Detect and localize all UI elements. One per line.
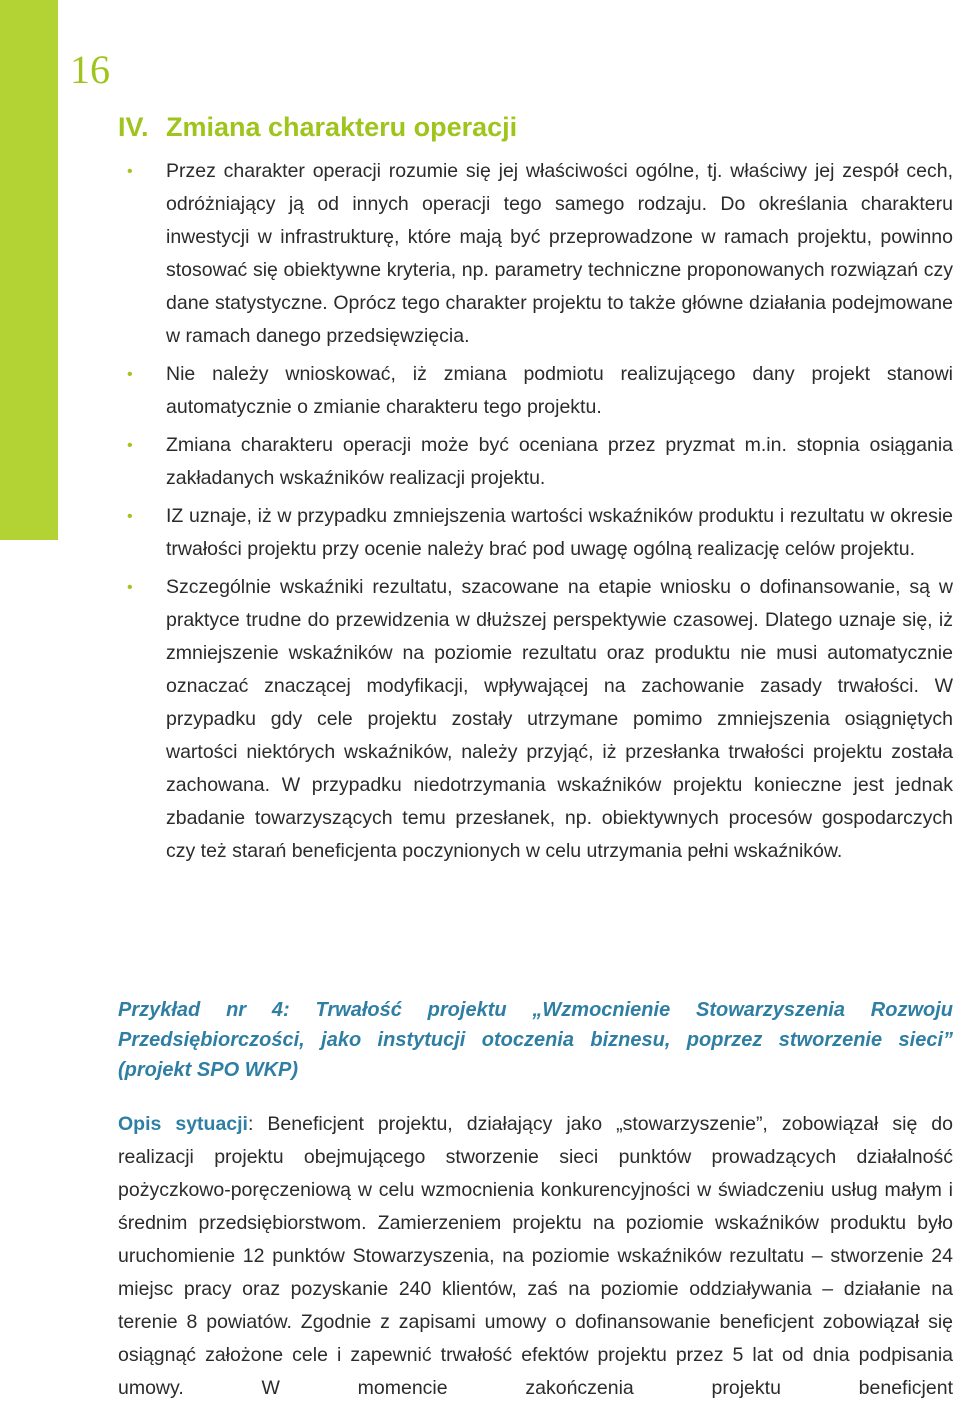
list-item-text: IZ uznaje, iż w przypadku zmniejszenia wartości wskaźników produktu i rezultatu w okresie trwałości projektu przy ocenie należy brać pod uwagę ogólną realizację celów projektu. [166, 505, 953, 560]
list-item [118, 358, 953, 424]
bullet-icon: • [127, 437, 133, 454]
example-body [118, 1108, 953, 1405]
list-item [118, 500, 953, 566]
bullet-list [118, 155, 953, 873]
bullet-icon: • [127, 579, 133, 596]
list-item [118, 155, 953, 353]
bullet-icon: • [127, 508, 133, 525]
list-item-text: Szczególnie wskaźniki rezultatu, szacowane na etapie wniosku o dofinansowanie, są w praktyce trudne do przewidzenia w dłuższej perspektywie czasowej. Dlatego uznaje się, iż zmniejszenie wskaźników na poziomie rezultatu oraz produktu nie musi automatycznie oznaczać znaczącej modyfikacji, wpływającej na zachowanie zasady trwałości. W przypadku gdy cele projektu zostały utrzymane pomimo zmniejszenia osiągniętych wartości niektórych wskaźników, należy przyjąć, iż przesłanka trwałości projektu została zachowana. W przypadku niedotrzymania wskaźników projektu konieczne jest jednak zbadanie towarzyszących temu przesłanek, np. obiektywnych procesów gospodarczych czy też starań beneficjenta poczynionych w celu utrzymania pełni wskaźników. [166, 576, 953, 862]
bullet-icon: • [127, 366, 133, 383]
list-item-text: Przez charakter operacji rozumie się jej właściwości ogólne, tj. właściwy jej zespół cech, odróżniający ją od innych operacji tego samego rodzaju. Do określania charakteru inwestycji w infrastrukturę, które mają być przeprowadzone w ramach projektu, powinno stosować się obiektywne kryteria, np. parametry techniczne proponowanych rozwiązań czy dane statystyczne. Oprócz tego charakter projektu to także główne działania podejmowane w ramach danego przedsięwzięcia. [166, 160, 953, 347]
list-item-text: Nie należy wnioskować, iż zmiana podmiotu realizującego dany projekt stanowi automatycznie o zmianie charakteru tego projektu. [166, 363, 953, 418]
side-accent-bar [0, 0, 58, 540]
list-item-text: Zmiana charakteru operacji może być oceniana przez pryzmat m.in. stopnia osiągania zakładanych wskaźników realizacji projektu. [166, 434, 953, 489]
example-text: : Beneficjent projektu, działający jako „stowarzyszenie”, zobowiązał się do realizacji projektu obejmującego stworzenie sieci punktów prowadzących działalność pożyczkowo-poręczeniową w celu wzmocnienia konkurencyjności w świadczeniu usług małym i średnim przedsiębiorstwom. Zamierzeniem projektu na poziomie wskaźników produktu było uruchomienie 12 punktów Stowarzyszenia, na poziomie wskaźników rezultatu – stworzenie 24 miejsc pracy oraz pozyskanie 240 klientów, zaś na poziomie oddziaływania – działanie na terenie 8 powiatów. Zgodnie z zapisami umowy o dofinansowanie beneficjent zobowiązał się osiągnąć założone cele i zapewnić trwałość efektów projektu przez 5 lat od dnia podpisania umowy. W momencie zakończenia projektu beneficjent [118, 1113, 953, 1399]
page-number: 16 [70, 47, 110, 92]
list-item [118, 571, 953, 868]
section-numeral: IV. [118, 112, 149, 142]
section-heading [118, 110, 948, 144]
section-title: Zmiana charakteru operacji [166, 112, 518, 142]
example-lead: Opis sytuacji [118, 1113, 248, 1135]
example-title: Przykład nr 4: Trwałość projektu „Wzmocnienie Stowarzyszenia Rozwoju Przedsiębiorczości, jako instytucji otoczenia biznesu, poprzez stworzenie sieci” (projekt SPO WKP) [118, 999, 953, 1081]
list-item [118, 429, 953, 495]
bullet-icon: • [127, 163, 133, 180]
